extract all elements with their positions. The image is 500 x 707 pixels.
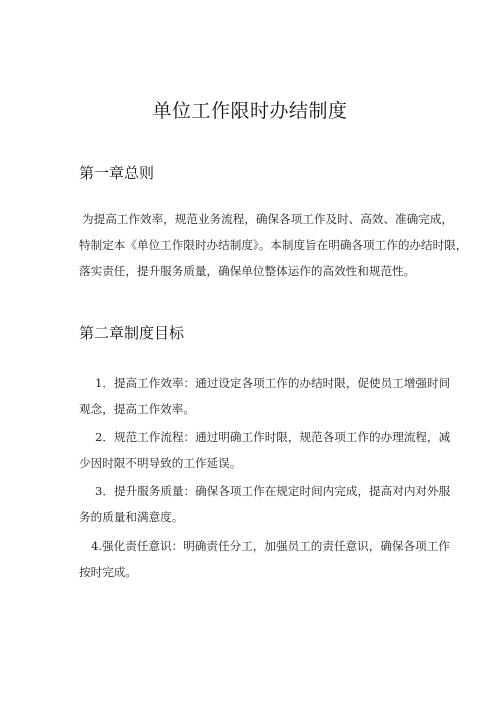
- chapter-1-heading: 第一章总则: [79, 164, 155, 182]
- list-item-line: 观念，提高工作效率。: [79, 402, 195, 416]
- paragraph-line: 特制定本《单位工作限时办结制度》。本制度旨在明确各项工作的办结时限，: [79, 238, 468, 252]
- goal-item-3: [79, 478, 451, 530]
- list-item-line: 1．提高工作效率：通过设定各项工作的办结时限，促使员工增强时间: [95, 376, 451, 390]
- list-item-line: 少因时限不明导致的工作延误。: [79, 456, 242, 470]
- list-item-line: 2．规范工作流程：通过明确工作时限，规范各项工作的办理流程，减: [95, 430, 451, 444]
- list-item-line: 按时完成。: [79, 565, 137, 579]
- document-title: 单位工作限时办结制度: [152, 100, 348, 122]
- list-item-line: 4.强化责任意识：明确责任分工，加强员工的责任意识，确保各项工作: [91, 539, 450, 553]
- list-item-line: 务的质量和满意度。: [79, 510, 184, 524]
- goal-item-4: [79, 533, 451, 585]
- goal-item-2: [79, 424, 451, 476]
- chapter-2-heading: 第二章制度目标: [79, 324, 185, 342]
- goal-item-1: [79, 370, 451, 422]
- paragraph-line: 落实责任，提升服务质量，确保单位整体运作的高效性和规范性。: [79, 264, 416, 278]
- list-item-line: 3．提升服务质量：确保各项工作在规定时间内完成，提高对内对外服: [95, 484, 451, 498]
- chapter-1-paragraph: [79, 206, 468, 284]
- paragraph-line: 为提高工作效率，规范业务流程，确保各项工作及时、高效、准确完成，: [82, 212, 454, 226]
